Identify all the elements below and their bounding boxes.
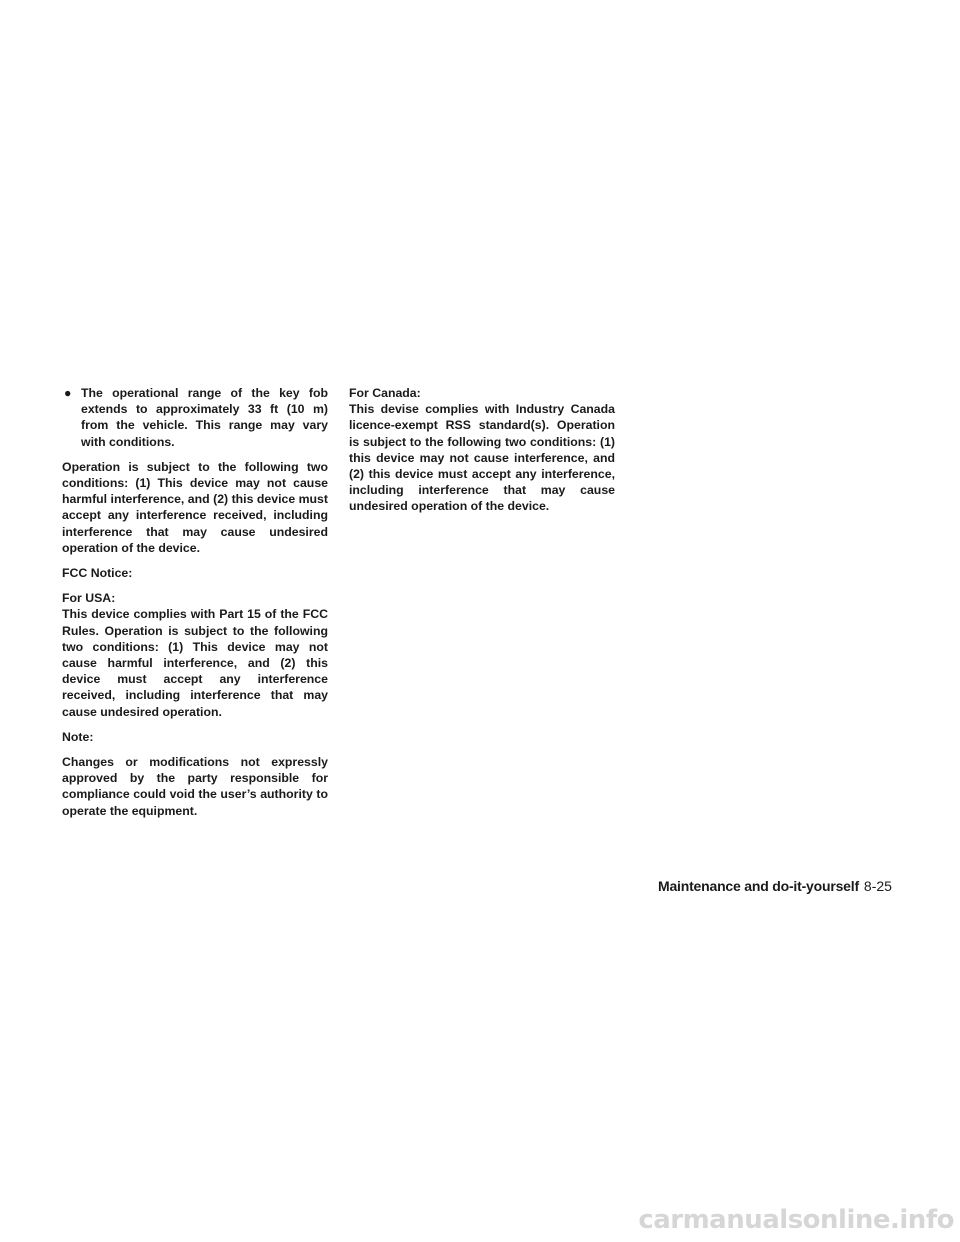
canada-text: This devise complies with Industry Canada licence-exempt RSS standard(s). Operation is subject to the following two conditions: (1) this device may not cause interference, and (2) this device must accept any interference, including interference that may cause undesired operation of the device. bbox=[349, 402, 615, 514]
usa-section bbox=[62, 590, 328, 720]
usa-heading: For USA: bbox=[62, 591, 116, 606]
page-footer bbox=[658, 877, 920, 895]
bullet-icon: ● bbox=[64, 386, 72, 400]
note-heading: Note: bbox=[62, 729, 94, 744]
fcc-notice-heading: FCC Notice: bbox=[62, 566, 133, 581]
note-text: Changes or modifications not expressly approved by the party responsible for compliance could void the user’s authority to operate the equipment. bbox=[62, 755, 328, 818]
footer-section-title: Maintenance and do-it-yourself bbox=[658, 878, 859, 894]
right-column bbox=[349, 385, 615, 524]
bullet-text: The operational range of the key fob extends to approximately 33 ft (10 m) from the vehicle. This range may vary with conditions. bbox=[81, 386, 328, 449]
left-column bbox=[62, 385, 328, 828]
canada-heading: For Canada: bbox=[349, 386, 421, 400]
watermark-text: carmanualsonline.info bbox=[638, 1205, 954, 1235]
operation-conditions-paragraph: Operation is subject to the following two conditions: (1) This device may not cause harmful interference, and (2) this device must accept any interference received, including interference that may cause undesired operation of the device. bbox=[62, 459, 328, 555]
bullet-key-fob-range bbox=[62, 385, 328, 450]
footer-page-number: 8-25 bbox=[863, 878, 892, 894]
usa-text: This device complies with Part 15 of the FCC Rules. Operation is subject to the following two conditions: (1) This device may not cause harmful interference, and (2) this device must accept any interference received, including interference that may cause undesired operation. bbox=[62, 607, 328, 719]
canada-section bbox=[349, 385, 615, 515]
watermark bbox=[0, 1203, 960, 1237]
